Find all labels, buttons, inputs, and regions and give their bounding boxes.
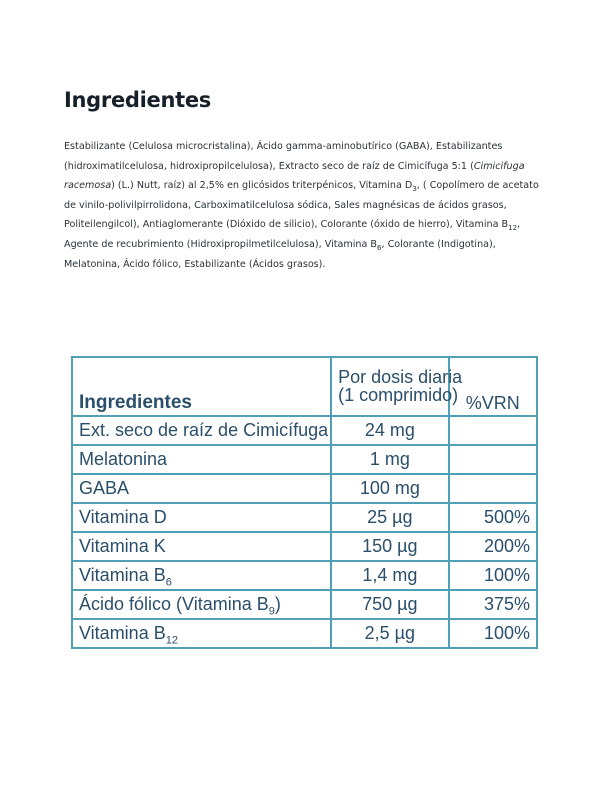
ingredient-name: Vitamina D [79, 507, 167, 527]
table-row [72, 532, 537, 561]
ingredient-name-cell [72, 503, 331, 532]
ingredients-text-segment: , Colorante (Indigotina), Melatonina, Ácido fólico, Estabilizante (Ácidos grasos). [64, 238, 496, 270]
table-body [72, 416, 537, 648]
dose-cell: 100 mg [331, 474, 449, 503]
ingredients-text-segment: Estabilizante (Celulosa microcristalina), Ácido gamma-aminobutírico (GABA), Estabilizantes (hidroximatilcelulosa, hidroxipropilcelulosa), Extracto seco de raíz de Cimicífuga 5:1 ( [64, 141, 503, 172]
table-row [72, 503, 537, 532]
ingredient-name-cell [72, 590, 331, 619]
header-vrn: %VRN [449, 357, 537, 416]
ingredients-text-segment: 12 [508, 224, 518, 233]
ingredients-text-segment: ) (L.) Nutt, raíz) al 2,5% en glicósidos triterpénicos, Vitamina D [111, 180, 413, 192]
ingredient-name-cell [72, 474, 331, 503]
vrn-cell: 100% [449, 561, 537, 590]
table-header-row [72, 357, 537, 416]
dose-cell: 750 µg [331, 590, 449, 619]
header-dose-line1: Por dosis diaria [338, 367, 463, 387]
vrn-cell: 100% [449, 619, 537, 648]
header-ingredientes: Ingredientes [72, 357, 331, 416]
dose-cell: 24 mg [331, 416, 449, 445]
ingredient-name-cell [72, 445, 331, 474]
vrn-cell [449, 416, 537, 445]
ingredient-name: GABA [79, 478, 130, 498]
table-row [72, 590, 537, 619]
table-row [72, 474, 537, 503]
ingredients-text-segment: , ( Copolímero de acetato de vinilo-polivilpirrolidona, Carboximatilcelulosa sódica, Sales magnésicas de ácidos grasos, Politeilengilcol), Antiaglomerante (Dióxido de silicio), Colorante (óxido de hierro), Vitamina B [64, 180, 539, 231]
ingredients-text-segment: Cimicifuga racemosa [64, 160, 525, 192]
vrn-cell [449, 445, 537, 474]
vrn-cell [449, 474, 537, 503]
ingredient-name-cell [72, 532, 331, 561]
ingredient-name: Vitamina B [79, 623, 166, 643]
vrn-cell: 500% [449, 503, 537, 532]
ingredient-name-subscript: 6 [165, 576, 172, 589]
dose-cell: 2,5 µg [331, 619, 449, 648]
header-dose [331, 357, 463, 416]
table-row [72, 561, 537, 590]
ingredient-name-cell [72, 619, 331, 648]
ingredient-name-subscript: 9 [268, 605, 275, 618]
ingredients-text-segment: , Agente de recubrimiento (Hidroxipropilmetilcelulosa), Vitamina B [64, 219, 521, 250]
header-dose-line2: (1 comprimido) [338, 385, 459, 405]
ingredient-name-suffix: ) [274, 594, 281, 614]
ingredients-text-segment: 6 [377, 243, 382, 252]
table-row [72, 445, 537, 474]
dose-cell: 150 µg [331, 532, 449, 561]
table-row [72, 416, 537, 445]
table-row [72, 619, 537, 648]
ingredient-name: Ext. seco de raíz de Cimicífuga [79, 420, 329, 440]
ingredient-name: Vitamina K [79, 536, 166, 556]
ingredient-name-cell [72, 416, 331, 445]
nutrition-table [71, 356, 538, 649]
dose-cell: 1,4 mg [331, 561, 449, 590]
vrn-cell: 200% [449, 532, 537, 561]
vrn-cell: 375% [449, 590, 537, 619]
ingredient-name-subscript: 12 [165, 634, 178, 647]
ingredient-name: Ácido fólico (Vitamina B [79, 594, 269, 614]
ingredients-text-segment: 3 [412, 185, 417, 194]
dose-cell: 1 mg [331, 445, 449, 474]
dose-cell: 25 µg [331, 503, 449, 532]
ingredients-paragraph [64, 137, 542, 274]
ingredient-name: Vitamina B [79, 565, 166, 585]
section-title: Ingredientes [64, 88, 211, 112]
ingredient-name-cell [72, 561, 331, 590]
ingredient-name: Melatonina [79, 449, 168, 469]
